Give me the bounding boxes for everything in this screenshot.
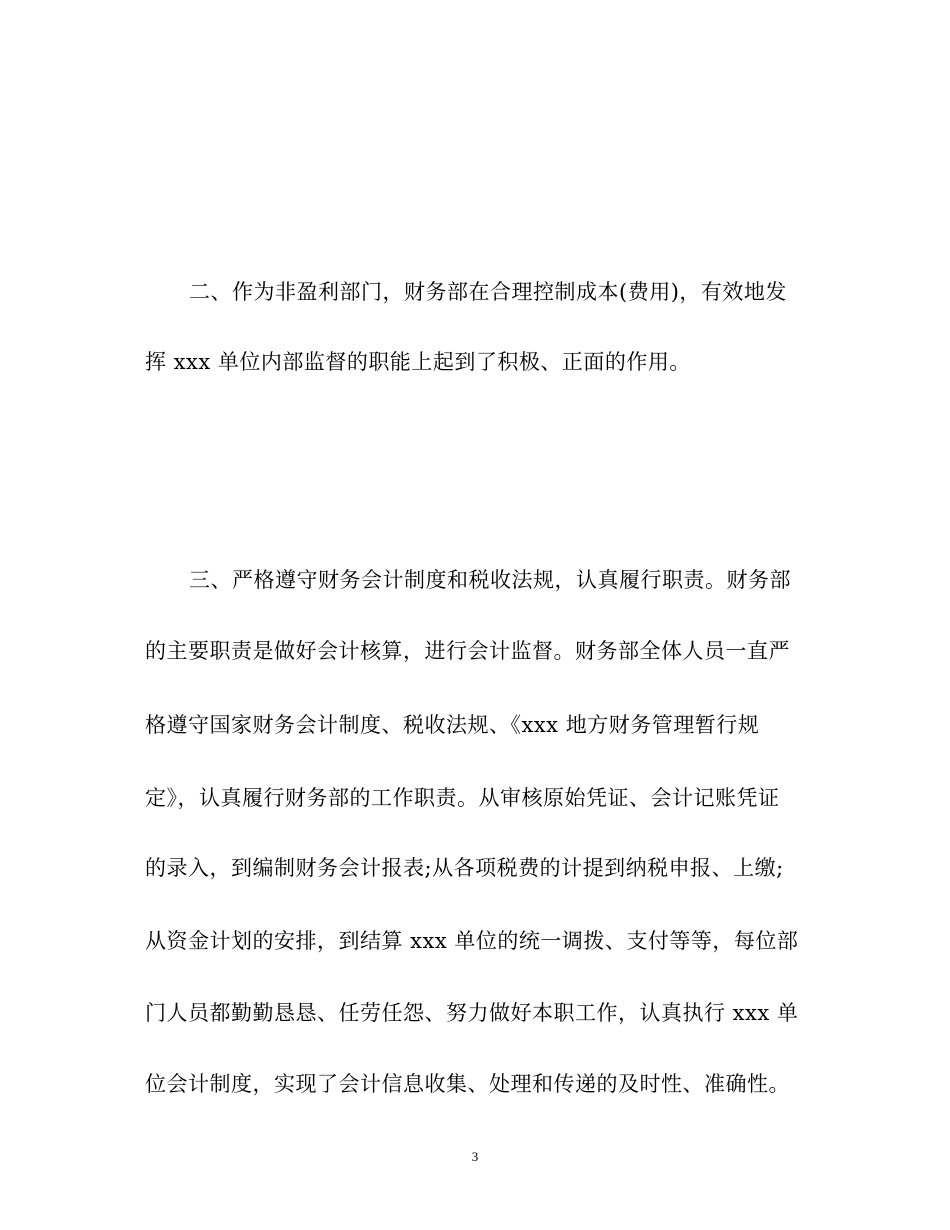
paragraph-line: 的主要职责是做好会计核算，进行会计监督。财务部全体人员一直严 <box>145 639 790 663</box>
paragraph-line: 二、作为非盈利部门，财务部在合理控制成本(费用)，有效地发 <box>189 280 787 304</box>
page-number: 3 <box>471 1149 479 1164</box>
paragraph-line: 三、严格遵守财务会计制度和税收法规，认真履行职责。财务部 <box>189 568 791 592</box>
paragraph-line: 挥 xxx 单位内部监督的职能上起到了积极、正面的作用。 <box>145 350 691 374</box>
paragraph-line: 的录入，到编制财务会计报表;从各项税费的计提到纳税申报、上缴; <box>145 856 784 880</box>
paragraph-line: 位会计制度，实现了会计信息收集、处理和传递的及时性、准确性。 <box>145 1072 790 1096</box>
paragraph-line: 定》，认真履行财务部的工作职责。从审核原始凭证、会计记账凭证 <box>145 786 780 810</box>
paragraph-line: 格遵守国家财务会计制度、税收法规、《xxx 地方财务管理暂行规 <box>145 713 760 737</box>
paragraph-line: 从资金计划的安排，到结算 xxx 单位的统一调拨、支付等等，每位部 <box>145 929 799 953</box>
paragraph-line: 门人员都勤勤恳恳、任劳任怨、努力做好本职工作，认真执行 xxx 单 <box>145 1001 799 1025</box>
